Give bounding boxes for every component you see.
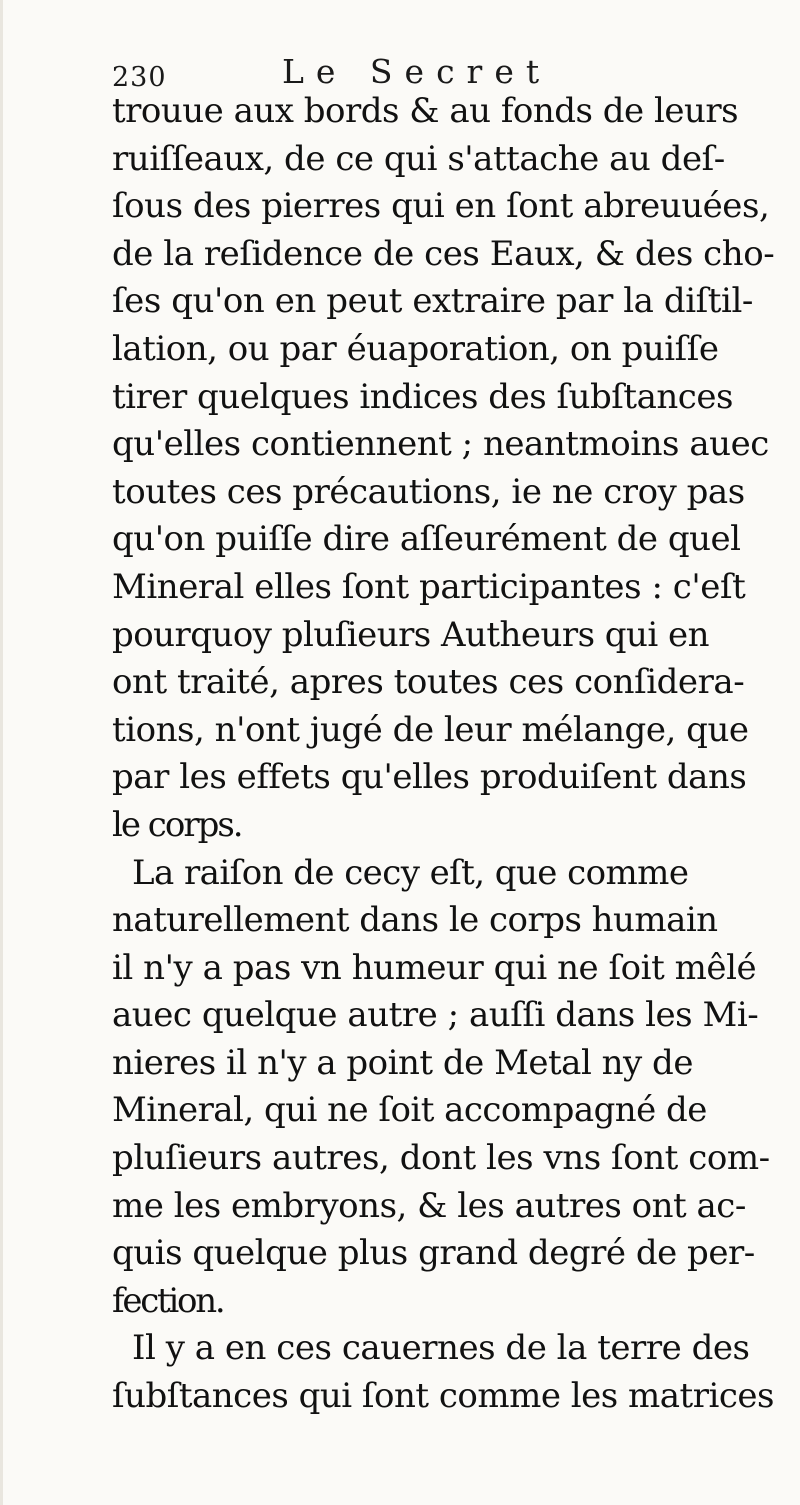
text-line: par les effets qu'elles produiſent dans — [112, 757, 747, 798]
paragraph-start-line: La raiſon de cecy eſt, que comme — [132, 852, 689, 893]
text-line: lation, ou par éuaporation, on puiſſe — [112, 328, 719, 369]
page-edge — [0, 0, 3, 1505]
text-line: ſous des pierres qui en ſont abreuuées, — [112, 186, 770, 227]
text-line: fection. — [112, 1280, 224, 1321]
body-text — [112, 88, 792, 1421]
text-line: ruiſſeaux, de ce qui s'attache au deſ- — [112, 138, 725, 179]
running-head: Le Secret — [282, 52, 552, 91]
text-line: ſubſtances qui ſont comme les matrices — [112, 1376, 774, 1417]
text-line: il n'y a pas vn humeur qui ne ſoit mêlé — [112, 947, 757, 988]
text-line: nieres il n'y a point de Metal ny de — [112, 1042, 693, 1083]
text-line: tirer quelques indices des ſubſtances — [112, 376, 733, 417]
text-line: naturellement dans le corps humain — [112, 900, 718, 941]
text-line: ont traité, apres toutes ces conſidera- — [112, 662, 745, 703]
text-line: trouue aux bords & au fonds de leurs — [112, 91, 739, 131]
text-line: pluſieurs autres, dont les vns ſont com- — [112, 1138, 770, 1179]
text-line: qu'on puiſſe dire aſſeurément de quel — [112, 519, 741, 560]
text-line: me les embryons, & les autres ont ac- — [112, 1185, 746, 1226]
text-line: auec quelque autre ; auſſi dans les Mi- — [112, 995, 759, 1036]
paragraph-start-line: Il y a en ces cauernes de la terre des — [132, 1328, 750, 1369]
text-line: de la reſidence de ces Eaux, & des cho- — [112, 233, 775, 274]
text-line: quis quelque plus grand degré de per- — [112, 1233, 755, 1274]
text-line: toutes ces précautions, ie ne croy pas — [112, 471, 745, 512]
text-line: le corps. — [112, 804, 242, 845]
text-line: Mineral elles ſont participantes : c'eſt — [112, 566, 746, 607]
text-line: pourquoy pluſieurs Autheurs qui en — [112, 614, 709, 655]
page-number: 230 — [112, 62, 167, 93]
text-line: ſes qu'on en peut extraire par la diſtil- — [112, 281, 753, 322]
text-line: tions, n'ont jugé de leur mélange, que — [112, 709, 749, 750]
page-header — [112, 52, 772, 92]
text-line: Mineral, qui ne ſoit accompagné de — [112, 1090, 707, 1131]
text-line: qu'elles contiennent ; neantmoins auec — [112, 424, 769, 465]
